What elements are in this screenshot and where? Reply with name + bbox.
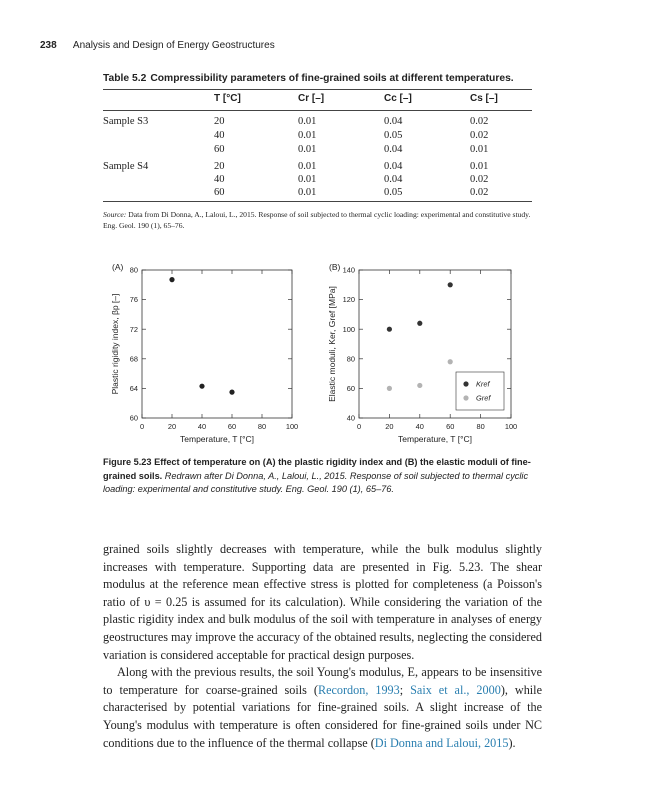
table-cell: 0.04: [384, 144, 403, 155]
y-axis-label: Elastic moduli, Ker, Gref [MPa]: [327, 286, 337, 402]
y-tick-label: 80: [346, 354, 355, 364]
y-tick-label: 72: [129, 324, 138, 334]
table-header-cs: Cs [–]: [470, 93, 498, 104]
data-point-b-kref: [417, 321, 422, 326]
y-tick-label: 80: [129, 265, 138, 275]
paragraph: grained soils slightly decreases with temperature, while the bulk modulus slightly increases with temperature. Supporting data are presented in Fig. 5.23. The shear modulus at the reference mean effective stress is plotted for completeness (a Poisson's ratio of υ = 0.25 is assumed for its calculation). While considering the variation of the plastic rigidity index and bulk modulus of the soil with temperature in analyses of energy geostructures may improve the accuracy of the obtained results, neglecting the considered variation is considered acceptable for practical design purposes.: [103, 542, 542, 662]
paragraph-text: ), while characterised by potential variations for fine-grained soils. A slight increase of the Young's modulus with temperature is often considered for fine-grained soils under NC conditions due to the influence of the thermal collapse (: [103, 682, 542, 750]
table-cell: 0.04: [384, 116, 403, 127]
legend-label: Gref: [476, 393, 491, 403]
figure-caption: [103, 456, 543, 497]
body-text: [103, 541, 542, 752]
panel-label: (B): [329, 262, 341, 272]
data-point-a-βp: [169, 277, 174, 282]
table-cell: 0.01: [298, 144, 317, 155]
y-tick-label: 64: [129, 384, 138, 393]
figure-caption-text: Effect of temperature on (A) the plastic rigidity index and (B) the elastic moduli of fine-grained soils.: [103, 457, 531, 481]
data-point-b-gref: [387, 386, 392, 391]
figure-credit: Redrawn after Di Donna, A., Laloui, L., 2015. Response of soil subjected to thermal cyclic loading: experimental and constitutive study. Eng. Geol. 190 (1), 65–76.: [103, 470, 529, 494]
citation-separator: ;: [399, 682, 411, 697]
table-cell: 0.05: [384, 187, 403, 198]
x-tick-label: 0: [139, 422, 145, 431]
y-tick-label: 60: [346, 384, 355, 393]
panel-b: [327, 262, 517, 444]
panel-a: [110, 262, 298, 444]
table-cell: 0.01: [298, 161, 317, 172]
legend-marker: [463, 381, 468, 386]
source-label: Source:: [103, 210, 127, 219]
x-tick-label: 100: [285, 422, 299, 431]
x-tick-label: 0: [356, 422, 362, 431]
table-cell: 0.02: [470, 130, 489, 141]
y-tick-label: 68: [129, 354, 138, 364]
table-cell: 0.01: [470, 144, 489, 155]
source-text: Data from Di Donna, A., Laloui, L., 2015. Response of soil subjected to thermal cyclic loading: experimental and constitutive study. Eng. Geol. 190 (1), 65–76.: [103, 210, 531, 230]
table-cell: 0.04: [384, 174, 403, 185]
y-axis-label: Plastic rigidity index, βp [–]: [110, 293, 120, 395]
x-tick-label: 40: [415, 422, 424, 431]
plot-frame: [142, 270, 292, 418]
table-header-cc: Cc [–]: [384, 93, 412, 104]
x-tick-label: 20: [385, 422, 394, 431]
data-point-b-gref: [448, 359, 453, 364]
x-axis-label: Temperature, T [°C]: [398, 434, 472, 444]
table-group-name: Sample S3: [103, 116, 149, 127]
table-cell: 60: [214, 187, 225, 198]
legend-box: [456, 372, 504, 410]
panel-label: (A): [112, 262, 124, 272]
table-cell: 20: [214, 116, 225, 127]
figure-label: Figure 5.23: [103, 457, 152, 467]
paragraph-text: ).: [508, 735, 516, 750]
paragraph-text: Along with the previous results, the soil Young's modulus, E, appears to be insensitive to temperature for coarse-grained soils (: [103, 665, 542, 697]
data-point-a-βp: [229, 390, 234, 395]
page-number: 238: [40, 40, 57, 51]
citation-link[interactable]: Saix et al., 2000: [410, 682, 501, 697]
x-tick-label: 40: [197, 422, 207, 431]
table-title: Compressibility parameters of fine-grained soils at different temperatures.: [150, 73, 514, 84]
data-point-b-kref: [387, 327, 392, 332]
table-label: Table 5.2: [103, 73, 147, 84]
citation-link[interactable]: Di Donna and Laloui, 2015: [374, 735, 509, 750]
table-cell: 0.05: [384, 130, 403, 141]
x-tick-label: 20: [167, 422, 177, 431]
table-header-temperature: T [°C]: [214, 93, 241, 104]
table-cell: 0.01: [298, 174, 317, 185]
legend-label: Kref: [476, 379, 490, 389]
table-cell: 40: [214, 130, 225, 141]
table-cell: 0.01: [298, 187, 317, 198]
x-tick-label: 100: [504, 422, 518, 431]
table-group-name: Sample S4: [103, 161, 149, 172]
table-cell: 20: [214, 161, 225, 172]
book-title: Analysis and Design of Energy Geostructures: [72, 40, 275, 51]
table-cell: 0.02: [470, 174, 489, 185]
table-header-cr: Cr [–]: [298, 93, 325, 104]
table-cell: 0.02: [470, 116, 489, 127]
legend-marker: [463, 395, 468, 400]
x-axis-label: Temperature, T [°C]: [180, 434, 254, 444]
y-tick-label: 140: [342, 265, 355, 275]
x-tick-label: 80: [476, 422, 485, 431]
y-tick-label: 100: [342, 324, 355, 334]
table-cell: 0.01: [470, 161, 489, 172]
table-cell: 40: [214, 174, 225, 185]
y-tick-label: 76: [129, 295, 138, 305]
data-point-a-βp: [199, 384, 204, 389]
citation-link[interactable]: Recordon, 1993: [317, 682, 400, 697]
table-cell: 0.02: [470, 187, 489, 198]
x-tick-label: 60: [227, 422, 237, 431]
x-tick-label: 60: [446, 422, 455, 431]
table-cell: 0.01: [298, 130, 317, 141]
y-tick-label: 40: [346, 413, 355, 423]
table-cell: 0.04: [384, 161, 403, 172]
data-point-b-kref: [448, 282, 453, 287]
x-tick-label: 80: [257, 422, 267, 431]
y-tick-label: 120: [342, 295, 355, 305]
table-cell: 60: [214, 144, 225, 155]
paragraph: [103, 664, 542, 752]
data-point-b-gref: [417, 383, 422, 388]
table-cell: 0.01: [298, 116, 317, 127]
y-tick-label: 60: [129, 413, 138, 423]
